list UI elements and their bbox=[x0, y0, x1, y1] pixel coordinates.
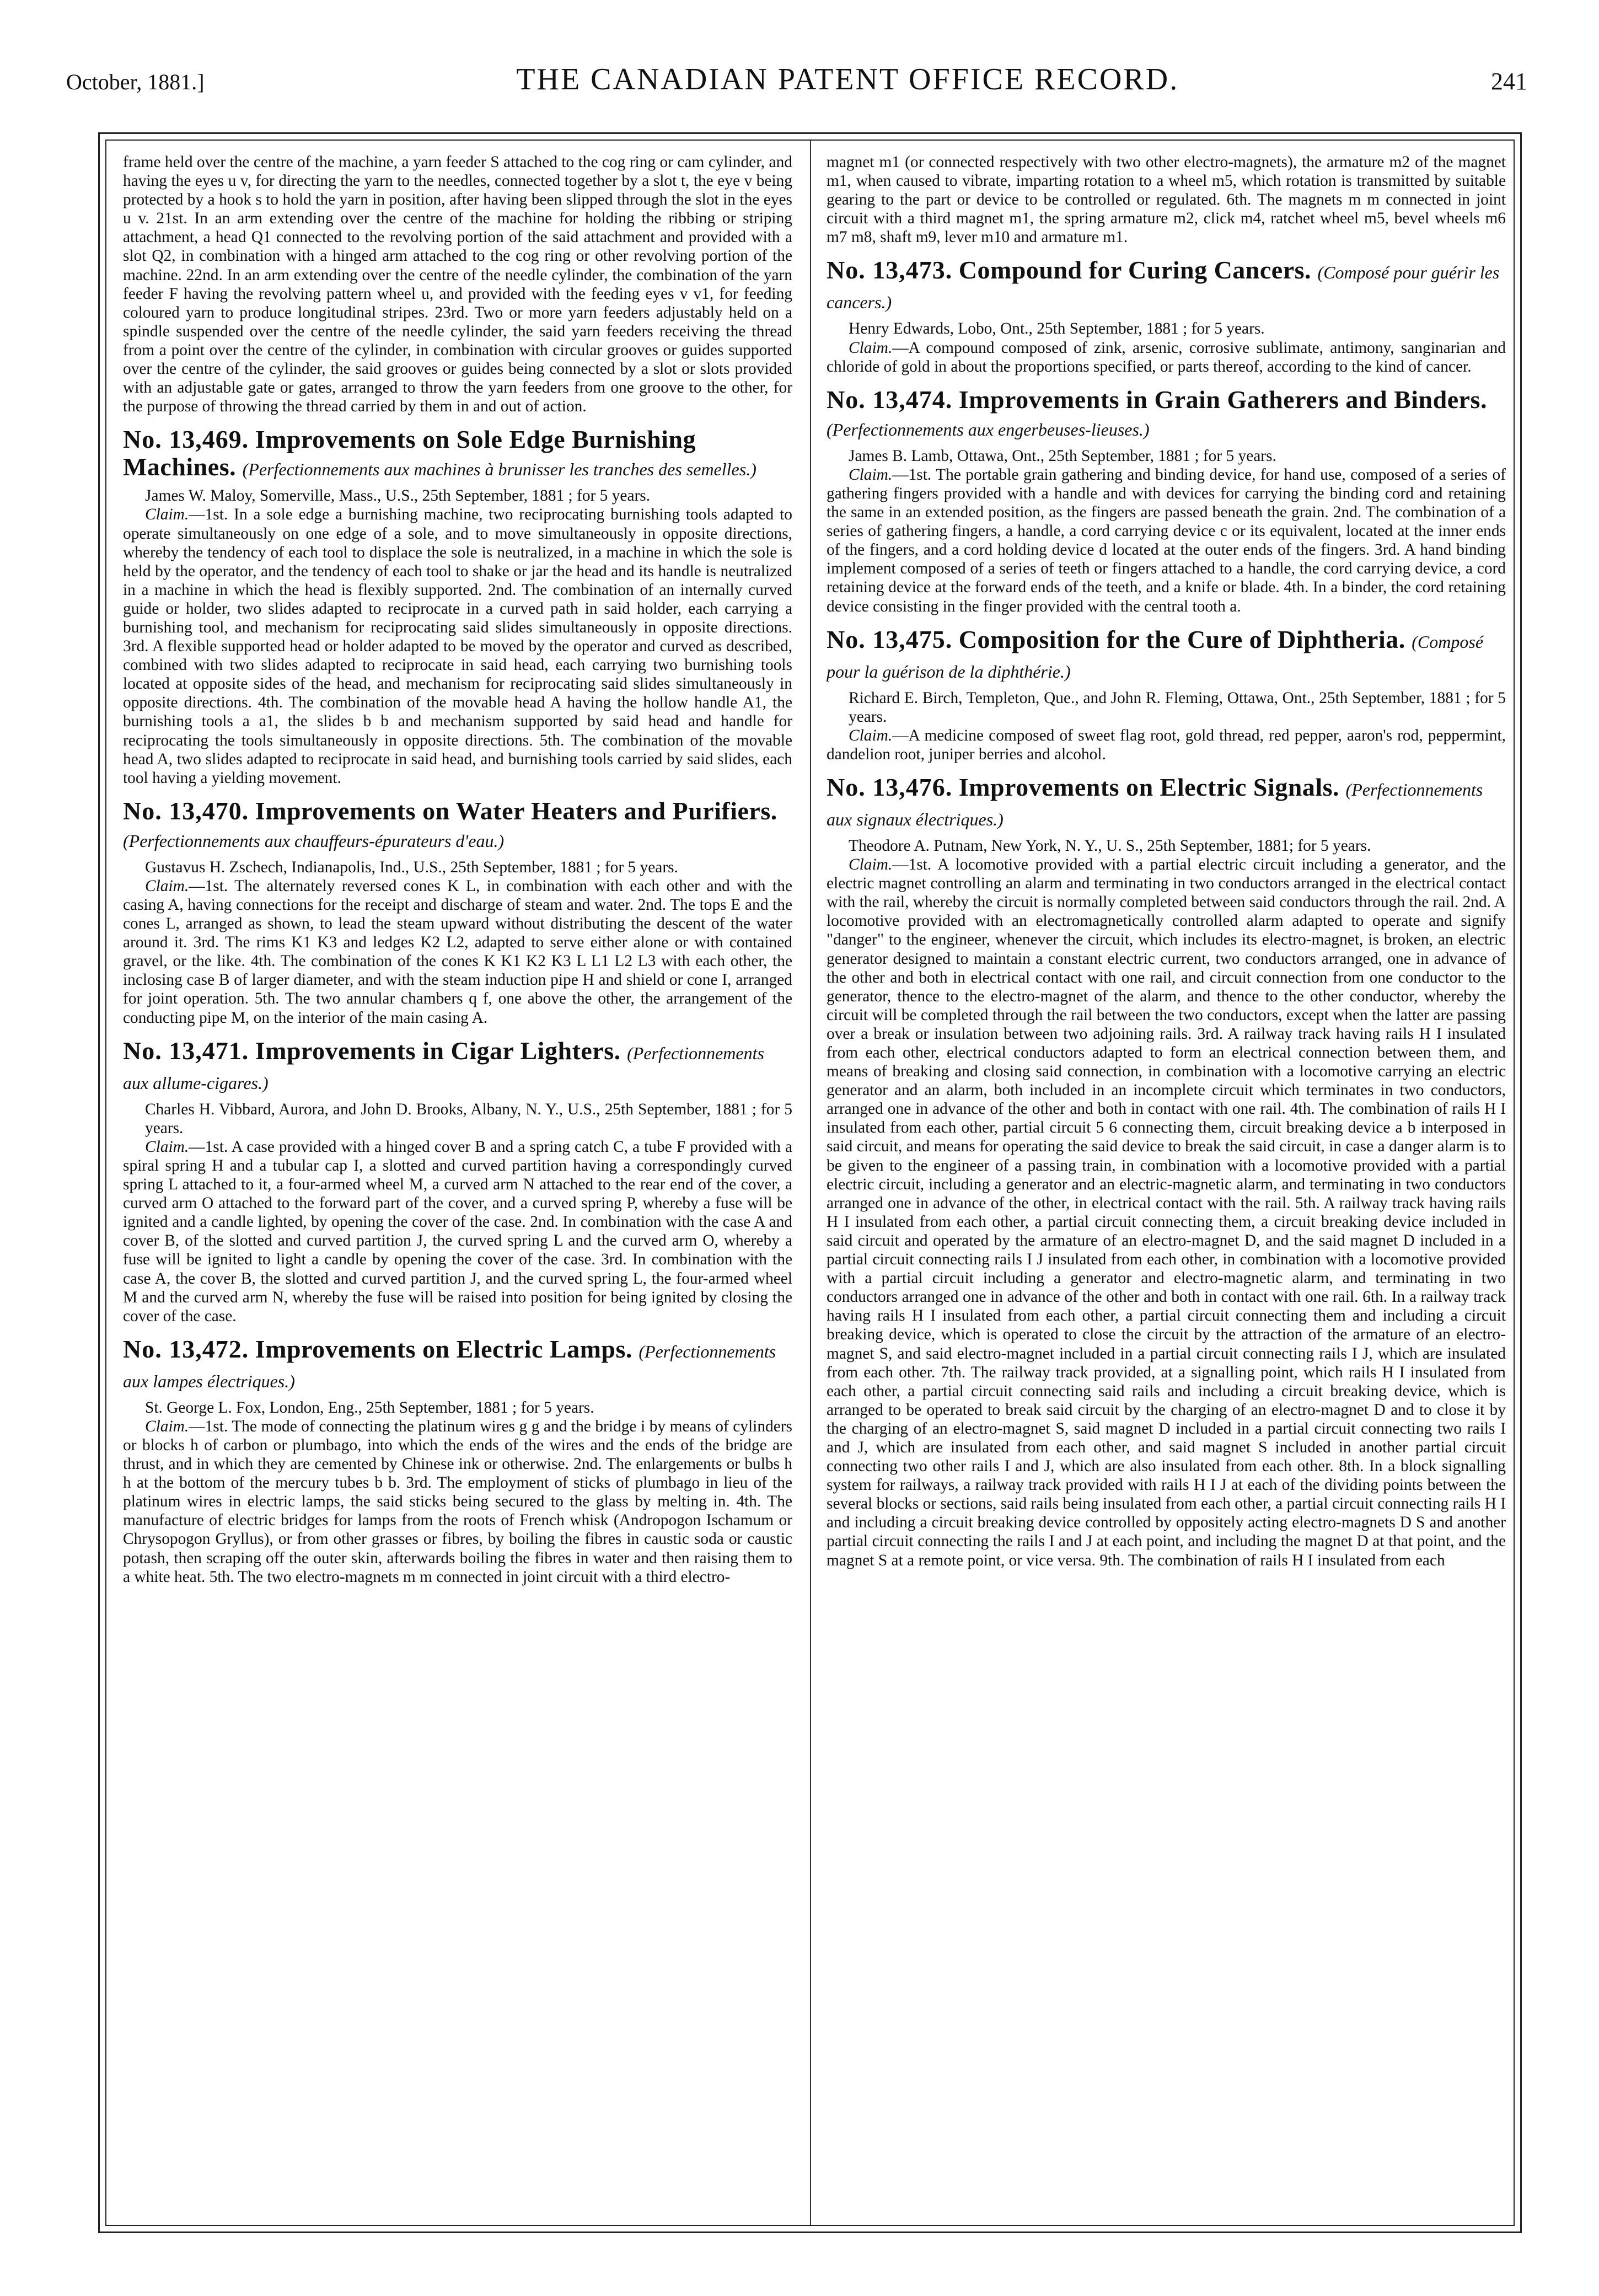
claim-body: —1st. The alternately reversed cones K L, in combination with each other and with the casing A, having connections for the receipt and discharge of steam and water. 2nd. The tops E and the cones L, arranged as shown, to lead the steam upward without distributing the descent of the water around it. 3rd. The rims K1 K3 and ledges K2 L2, adapted to serve either alone or with contained gravel, or the like. 4th. The combination of the cones K K1 K2 K3 L L1 L2 L3 with each other, the inclosing case B of larger diameter, and with the steam induction pipe H and shield or cone I, arranged for joint operation. 5th. The two annular chambers q f, one above the other, the arrangement of the conducting pipe M, on the interior of the main casing A. bbox=[123, 877, 792, 1027]
patent-title: Improvements on Water Heaters and Purifiers. bbox=[255, 796, 777, 825]
claim-label: Claim. bbox=[849, 465, 893, 484]
claim-text bbox=[827, 339, 1506, 376]
patent-heading bbox=[827, 256, 1506, 316]
patent-number: No. 13,474. bbox=[827, 385, 953, 414]
claim-text bbox=[123, 1138, 792, 1326]
patent-title: Compound for Curing Cancers. bbox=[958, 256, 1312, 285]
left-column bbox=[123, 153, 792, 2220]
claim-text bbox=[827, 855, 1506, 1570]
claim-text bbox=[827, 726, 1506, 764]
patentee-line: James B. Lamb, Ottawa, Ont., 25th September, 1881 ; for 5 years. bbox=[849, 447, 1276, 465]
issue-date: October, 1881.] bbox=[66, 69, 205, 94]
claim-body: —1st. The mode of connecting the platinum wires g g and the bridge i by means of cylinders or blocks h of carbon or plumbago, into which the ends of the wires and the ends of the bridge are thrust, and in which they are cemented by Chinese ink or otherwise. 2nd. The enlargements or bulbs h h at the bottom of the mercury tubes b b. 3rd. The employment of sticks of plumbago in lieu of the platinum wires in electric lamps, the said sticks being secured to the glass by melting in. 4th. The manufacture of electric bridges for lamps from the roots of French whisk (Andropogon Ischamum or Chrysopogon Gryllus), or from other grasses or fibres, by boiling the fibres in caustic soda or caustic potash, then scraping off the outer skin, afterwards boiling the fibres in water and then raising them to a white heat. 5th. The two electro-magnets m m connected in joint circuit with a third electro- bbox=[123, 1417, 792, 1586]
patent-heading bbox=[827, 774, 1506, 833]
continued-claim-text: frame held over the centre of the machine, a yarn feeder S attached to the cog ring or cam cylinder, and having the eyes u v, for directing the yarn to the needles, connected together by a slot t, the eye v being protected by a hook s to hold the yarn in position, after having been slipped through the slot in the eyes u v. 21st. In an arm extending over the centre of the machine for holding the ribbing or striping attachment, a head Q1 connected to the revolving portion of the said attachment and provided with a slot Q2, in combination with a hinged arm attached to the cog ring or other revolving portion of the machine. 22nd. In an arm extending over the centre of the needle cylinder, the combination of the yarn feeder F having the revolving pattern wheel u, and provided with the feeding eyes v v1, for feeding coloured yarn to produce longitudinal stripes. 23rd. Two or more yarn feeders adjustably held on a spindle suspended over the centre of the needle cylinder, the said yarn feeders receiving the thread from a point over the centre of the cylinder, in combination with circular grooves or guides supported over the centre of the cylinder, the said grooves or guides being connected by a slot or slots provided with an adjustable gate or gates, arranged to throw the yarn feeders from one groove to the other, for the purpose of throwing the thread carried by them in and out of action. bbox=[123, 153, 792, 416]
patent-number: No. 13,469. bbox=[123, 425, 249, 454]
patentee-line: James W. Maloy, Somerville, Mass., U.S., 25th September, 1881 ; for 5 years. bbox=[145, 487, 651, 505]
patentee-line: Henry Edwards, Lobo, Ont., 25th September, 1881 ; for 5 years. bbox=[849, 320, 1265, 338]
patent-french-title: (Perfectionnements aux allume-cigares.) bbox=[123, 1043, 764, 1093]
patent-heading bbox=[123, 1037, 792, 1097]
continued-claim-text: magnet m1 (or connected respectively with two other electro-magnets), the armature m2 of the magnet m1, when caused to vibrate, imparting rotation to a wheel m5, which rotation is transmitted by suitable gearing to the part or device to be controlled or regulated. 6th. The magnets m m connected in joint circuit with a third magnet m1, the spring armature m2, click m4, ratchet wheel m5, bevel wheels m6 m7 m8, shaft m9, lever m10 and armature m1. bbox=[827, 153, 1506, 246]
patent-entry-13469 bbox=[123, 426, 792, 787]
patent-title: Improvements in Cigar Lighters. bbox=[255, 1036, 621, 1065]
claim-label: Claim. bbox=[145, 1417, 189, 1435]
right-column bbox=[827, 153, 1506, 2220]
patent-entry-13474 bbox=[827, 386, 1506, 616]
patentee-line: St. George L. Fox, London, Eng., 25th September, 1881 ; for 5 years. bbox=[145, 1398, 594, 1417]
patent-entry-13472 bbox=[123, 1335, 792, 1586]
patent-french-title: (Perfectionnements aux machines à brunisser les tranches des semelles.) bbox=[242, 459, 756, 480]
patent-french-title: (Perfectionnements aux signaux électriques.) bbox=[827, 779, 1483, 829]
claim-text bbox=[827, 465, 1506, 616]
patent-french-title: (Perfectionnements aux chauffeurs-épurateurs d'eau.) bbox=[123, 830, 505, 851]
patent-number: No. 13,470. bbox=[123, 796, 249, 825]
page-frame bbox=[98, 132, 1522, 2233]
patent-french-title: (Composé pour la guérison de la diphthérie.) bbox=[827, 631, 1484, 682]
patent-number: No. 13,471. bbox=[123, 1036, 249, 1065]
patent-heading bbox=[123, 1335, 792, 1395]
claim-label: Claim. bbox=[145, 1138, 189, 1156]
patent-heading bbox=[827, 386, 1506, 443]
page-header bbox=[66, 62, 1527, 100]
patent-title: Composition for the Cure of Diphtheria. bbox=[958, 625, 1405, 653]
patent-heading bbox=[123, 426, 792, 483]
patent-entry-13476 bbox=[827, 774, 1506, 1570]
patent-heading bbox=[123, 797, 792, 855]
patentee-line: Theodore A. Putnam, New York, N. Y., U. S., 25th September, 1881; for 5 years. bbox=[849, 836, 1371, 855]
claim-label: Claim. bbox=[849, 856, 893, 874]
claim-label: Claim. bbox=[145, 877, 189, 895]
patent-number: No. 13,473. bbox=[827, 256, 953, 285]
patent-title: Improvements on Electric Lamps. bbox=[255, 1334, 632, 1363]
claim-body: —1st. A case provided with a hinged cover B and a spring catch C, a tube F provided with a spiral spring H and a tubular cap I, a slotted and curved partition having a correspondingly curved spring L attached to it, a four-armed wheel M, a curved arm N attached to the rear end of the cover, a curved arm O attached to the forward part of the cover, and a curved spring P, whereby a fuse will be ignited and a candle lighted, by opening the cover of the case. 2nd. In combination with the case A and cover B, of the slotted and curved partition J, the curved spring L and the curved arm O, whereby a fuse will be ignited to light a candle by opening the cover of the case. 3rd. In combination with the case A, the cover B, the slotted and curved partition J, and the curved spring L, the four-armed wheel M and the curved arm N, whereby the fuse will be raised into position for being ignited by closing the cover of the case. bbox=[123, 1138, 792, 1325]
claim-label: Claim. bbox=[849, 726, 893, 744]
column-divider bbox=[810, 141, 811, 2225]
claim-body: —1st. In a sole edge a burnishing machine, two reciprocating burnishing tools adapted to operate simultaneously on one edge of a sole, and to move simultaneously in opposite directions, whereby the tendency of each tool to displace the sole is neutralized, in a machine in which the sole is held by the operator, and the tendency of each tool to shake or jar the head and its handle is neutralized in a machine in which the head is flexibly supported. 2nd. The combination of an internally curved guide or holder, two slides adapted to reciprocate in a curved path in said holder, each carrying a burnishing tool, and mechanism for reciprocating said slides simultaneously in opposite directions. 3rd. A flexible supported head or holder adapted to be moved by the operator and curved as described, combined with two slides adapted to reciprocate in said head, each carrying two burnishing tools located at opposite sides of the head, and mechanism for reciprocating said slides simultaneously in opposite directions. 4th. The combination of the movable head A having the hollow handle A1, the burnishing tools a a1, the slides b b and mechanism supported by said head and handle for reciprocating the tools simultaneously in opposite directions. 5th. The combination of the movable head A, two slides adapted to reciprocate in said head, and burnishing tools carried by said slides, each tool having a yielding movement. bbox=[123, 506, 792, 787]
patent-number: No. 13,476. bbox=[827, 773, 953, 801]
claim-label: Claim. bbox=[145, 506, 189, 524]
journal-title: THE CANADIAN PATENT OFFICE RECORD. bbox=[516, 62, 1179, 96]
claim-text bbox=[123, 1417, 792, 1586]
claim-body: —A compound composed of zink, arsenic, corrosive sublimate, antimony, sanginarian and chloride of gold in about the proportions specified, or parts thereof, according to the kind of cancer. bbox=[827, 339, 1506, 375]
patent-entry-13471 bbox=[123, 1037, 792, 1326]
claim-text bbox=[123, 877, 792, 1027]
claim-label: Claim. bbox=[849, 339, 893, 357]
claim-body: —1st. A locomotive provided with a partial electric circuit including a generator, and the electric magnet controlling an alarm and terminating in two conductors arranged in the electrical contact with the rail, whereby the circuit is normally completed between said conductors through the rail. 2nd. A locomotive provided with an electromagnetically controlled alarm adapted to operate and signify "danger" to the engineer, whenever the circuit, which includes its electro-magnet, is broken, an electric generator designed to maintain a constant electric current, two conductors arranged, one in advance of the other and both in electrical contact with one rail, and circuit connection from one conductor to the generator, thence to the electro-magnet of the alarm, and thence to the other conductor, whereby the circuit will be completed through the rail between the two conductors, except when the latter are passing over a break or insulation between two adjoining rails. 3rd. A railway track having rails H I insulated from each other, electrical conductors adapted to form an electrical connection between them, and means of breaking and closing said connection, in combination with a locomotive carrying an electric generator and an alarm, both included in an incomplete circuit which terminates in two conductors, arranged one in advance of the other and both in contact with one rail. 4th. The combination of rails H I insulated from each other, partial circuit 5 6 connecting them, circuit breaking device a b interposed in said circuit, and means for operating the said device to break the said circuit, in case a danger alarm is to be given to the engineer of a passing train, in combination with a locomotive provided with a partial electric circuit, including a generator and an electric-magnetic alarm, and terminating in two conductors arranged one in advance of the other, in electrical contact with the rail. 5th. A railway track having rails H I insulated from each other, a partial circuit connecting them, a circuit breaking device included in said circuit and operated by the armature of an electro-magnet D, and the said magnet D included in a partial circuit connecting rails I J insulated from each other, in combination with a locomotive provided with a partial circuit including a generator and electro-magnetic alarm, and terminating in two conductors arranged one in advance of the other and both in contact with one rail. 6th. In a railway track having rails H I insulated from each other, a partial circuit connecting them and including a circuit breaking device, which is operated to close the circuit by the attraction of the armature of an electro-magnet S, and said electro-magnet included in a partial circuit connecting rails I J, which are insulated from each other. 7th. The railway track provided, at a signalling point, which rails H I insulated from each other, a partial circuit connecting said rails and including a circuit breaking device, which is arranged to be operated to break said circuit by the charging of an electro-magnet D and to close it by the charging of an electro-magnet S, said magnet D included in a partial circuit connecting two rails I and J, which are insulated from each other, and said magnet S included in another partial circuit connecting two other rails I and J, which are also insulated from each other. 8th. In a block signalling system for railways, a railway track provided with rails H I J at each of the dividing points between the several blocks or sections, said rails being insulated from each other, a partial circuit connecting rails H I and including a circuit breaking device controlled by oppositely acting electro-magnets D S and another partial circuit connecting the rails I and J at each point, and including the magnet D at that point, and the magnet S at a remote point, or vice versa. 9th. The combination of rails H I insulated from each bbox=[827, 856, 1506, 1569]
patent-french-title: (Composé pour guérir les cancers.) bbox=[827, 262, 1500, 313]
patent-entry-13470 bbox=[123, 797, 792, 1027]
patent-heading bbox=[827, 626, 1506, 685]
patent-french-title: (Perfectionnements aux lampes électriques.) bbox=[123, 1341, 776, 1391]
patent-title: Improvements on Electric Signals. bbox=[958, 773, 1340, 801]
patent-entry-13475 bbox=[827, 626, 1506, 764]
patent-number: No. 13,475. bbox=[827, 625, 953, 653]
claim-body: —A medicine composed of sweet flag root, gold thread, red pepper, aaron's rod, peppermint, dandelion root, juniper berries and alcohol. bbox=[827, 726, 1506, 763]
patent-title: Improvements on Sole Edge Burnishing Machines. bbox=[123, 425, 696, 481]
patentee-line: Gustavus H. Zschech, Indianapolis, Ind., U.S., 25th September, 1881 ; for 5 years. bbox=[145, 858, 678, 876]
patent-french-title: (Perfectionnements aux engerbeuses-lieuses.) bbox=[827, 419, 1150, 439]
claim-text bbox=[123, 505, 792, 787]
claim-body: —1st. The portable grain gathering and binding device, for hand use, composed of a series of gathering fingers provided with a handle and with devices for carrying the binding cord and retaining the same in an extended position, as the fingers are passed beneath the grain. 2nd. The combination of a series of gathering fingers, a handle, a cord carrying device c or its equivalent, located at the inner ends of the fingers, and a cord holding device d located at the outer ends of the fingers. 3rd. A hand binding implement composed of a series of teeth or fingers attached to a handle, the cord carrying device, a cord retaining device at the forward ends of the teeth, and a knife or blade. 4th. In a binder, the cord retaining device consisting in the finger provided with the central tooth a. bbox=[827, 465, 1506, 615]
page-number: 241 bbox=[1490, 68, 1527, 95]
patent-entry-13473 bbox=[827, 256, 1506, 375]
patent-number: No. 13,472. bbox=[123, 1334, 249, 1363]
patent-title: Improvements in Grain Gatherers and Binders. bbox=[958, 385, 1487, 414]
patentee-line: Richard E. Birch, Templeton, Que., and John R. Fleming, Ottawa, Ont., 25th September, 1881 ; for 5 years. bbox=[849, 689, 1506, 726]
patentee-line: Charles H. Vibbard, Aurora, and John D. Brooks, Albany, N. Y., U.S., 25th September, 1881 ; for 5 years. bbox=[145, 1100, 792, 1137]
